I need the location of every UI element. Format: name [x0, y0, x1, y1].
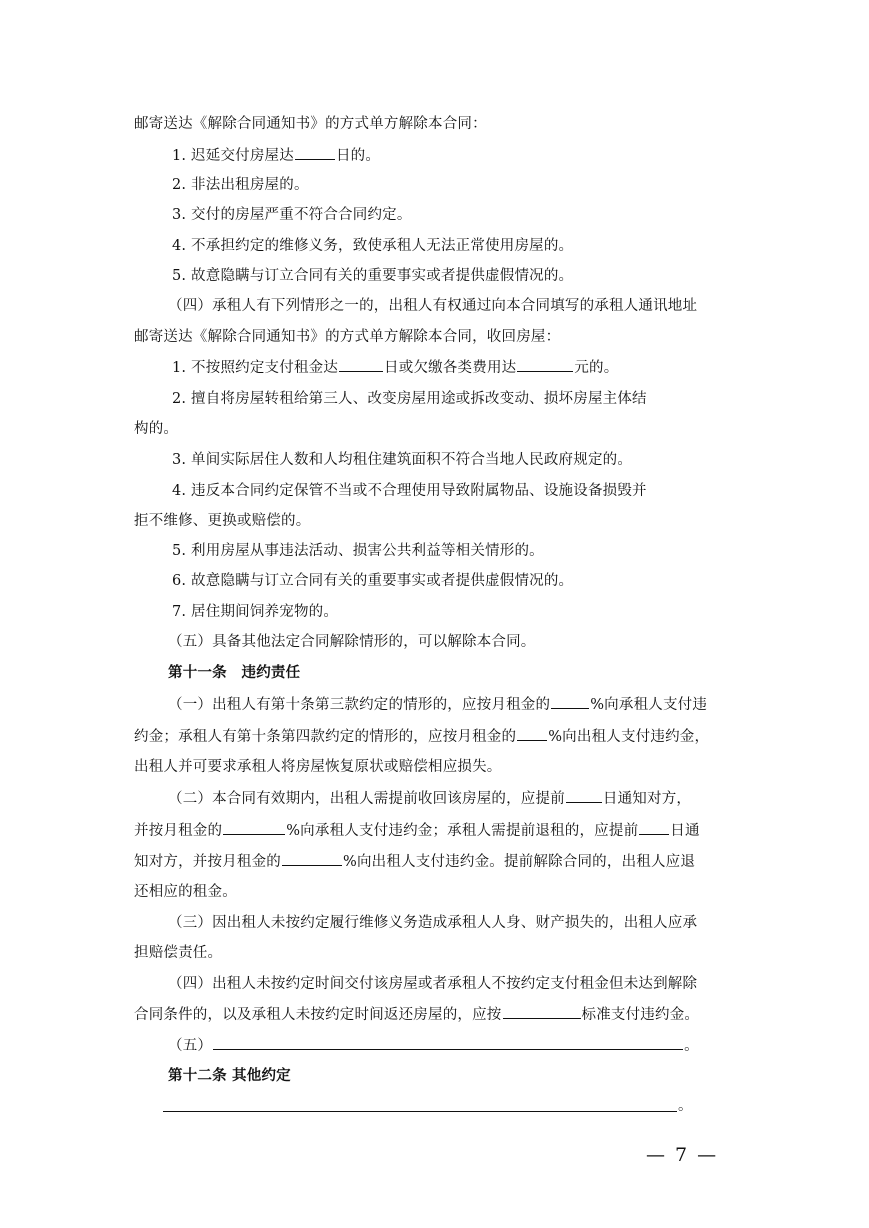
text-line: 拒不维修、更换或赔偿的。: [134, 513, 311, 529]
text-segment: 1. 不按照约定支付租金达: [172, 360, 339, 376]
text-segment: 约金；承租人有第十条第四款约定的情形的，应按月租金的: [134, 729, 517, 745]
fill-blank: [295, 145, 335, 160]
fill-blank: [566, 788, 602, 803]
text-segment: %向出租人支付违约金，: [548, 729, 710, 745]
text-line: [172, 145, 380, 166]
text-line: 2. 非法出租房屋的。: [172, 177, 309, 193]
fill-blank: [517, 357, 573, 372]
text-line: （五）具备其他法定合同解除情形的，可以解除本合同。: [168, 634, 536, 650]
text-line: 出租人并可要求承租人将房屋恢复原状或赔偿相应损失。: [134, 759, 502, 775]
text-segment: 知对方，并按月租金的: [134, 854, 281, 870]
text-line: [172, 357, 618, 378]
text-line: 3. 单间实际居住人数和人均租住建筑面积不符合当地人民政府规定的。: [172, 452, 633, 468]
fill-blank: [223, 820, 285, 835]
text-line: 6. 故意隐瞒与订立合同有关的重要事实或者提供虚假情况的。: [172, 573, 574, 589]
text-segment: 。: [684, 1038, 699, 1054]
text-segment: 1. 迟延交付房屋达: [172, 148, 294, 164]
section-heading: 第十二条 其他约定: [168, 1067, 291, 1084]
text-segment: 日通: [670, 823, 700, 839]
text-line: [134, 726, 709, 747]
page-number: — 7 —: [646, 1144, 719, 1166]
text-line: 邮寄送达《解除合同通知书》的方式单方解除本合同，收回房屋：: [134, 329, 561, 345]
text-line: 7. 居住期间饲养宠物的。: [172, 604, 339, 620]
text-line: 5. 故意隐瞒与订立合同有关的重要事实或者提供虚假情况的。: [172, 268, 574, 284]
text-line: （四）出租人未按约定时间交付该房屋或者承租人不按约定支付租金但未达到解除: [168, 976, 698, 992]
text-segment: （五）: [168, 1038, 213, 1054]
section-heading: 第十一条 违约责任: [168, 664, 301, 681]
text-line: （三）因出租人未按约定履行维修义务造成承租人人身、财产损失的，出租人应承: [168, 915, 698, 931]
fill-blank: [551, 694, 589, 709]
fill-blank: [639, 820, 669, 835]
text-segment: 合同条件的，以及承租人未按约定时间返还房屋的，应按: [134, 1007, 502, 1023]
text-line: [134, 851, 695, 872]
text-segment: 标准支付违约金。: [581, 1007, 700, 1023]
text-segment: 。: [678, 1098, 693, 1114]
text-segment: 并按月租金的: [134, 823, 223, 839]
text-line: 5. 利用房屋从事违法活动、损害公共利益等相关情形的。: [172, 543, 544, 559]
text-line: [168, 1035, 699, 1056]
text-segment: （一）出租人有第十条第三款约定的情形的，应按月租金的: [168, 697, 551, 713]
text-segment: %向出租人支付违约金。提前解除合同的，出租人应退: [343, 854, 696, 870]
text-segment: %向承租人支付违约金；承租人需提前退租的，应提前: [286, 823, 639, 839]
text-segment: 日的。: [335, 148, 381, 164]
text-line: 邮寄送达《解除合同通知书》的方式单方解除本合同：: [134, 116, 487, 132]
fill-blank: [163, 1111, 677, 1112]
text-segment: %向承租人支付违: [590, 697, 708, 713]
fill-blank: [503, 1004, 581, 1019]
text-segment: 元的。: [574, 360, 619, 376]
text-line: 还相应的租金。: [134, 884, 237, 900]
text-line: [168, 788, 691, 809]
text-line: 4. 不承担约定的维修义务，致使承租人无法正常使用房屋的。: [172, 238, 574, 254]
text-line: [134, 1004, 699, 1025]
fill-blank: [282, 851, 342, 866]
text-segment: 日通知对方，: [602, 791, 692, 807]
text-line: （四）承租人有下列情形之一的，出租人有权通过向本合同填写的承租人通讯地址: [168, 298, 698, 314]
text-line: 4. 违反本合同约定保管不当或不合理使用导致附属物品、设施设备损毁并: [172, 483, 647, 499]
text-line: 3. 交付的房屋严重不符合合同约定。: [172, 207, 412, 223]
text-line: [134, 820, 700, 841]
text-line: 担赔偿责任。: [134, 945, 223, 961]
fill-blank: [213, 1035, 683, 1050]
text-segment: 日或欠缴各类费用达: [384, 360, 517, 376]
text-line: [168, 694, 707, 715]
fill-blank: [517, 726, 547, 741]
text-line: 构的。: [134, 421, 179, 437]
fill-blank: [339, 357, 383, 372]
text-line: 2. 擅自将房屋转租给第三人、改变房屋用途或拆改变动、损坏房屋主体结: [172, 391, 647, 407]
text-segment: （二）本合同有效期内，出租人需提前收回该房屋的，应提前: [168, 791, 565, 807]
